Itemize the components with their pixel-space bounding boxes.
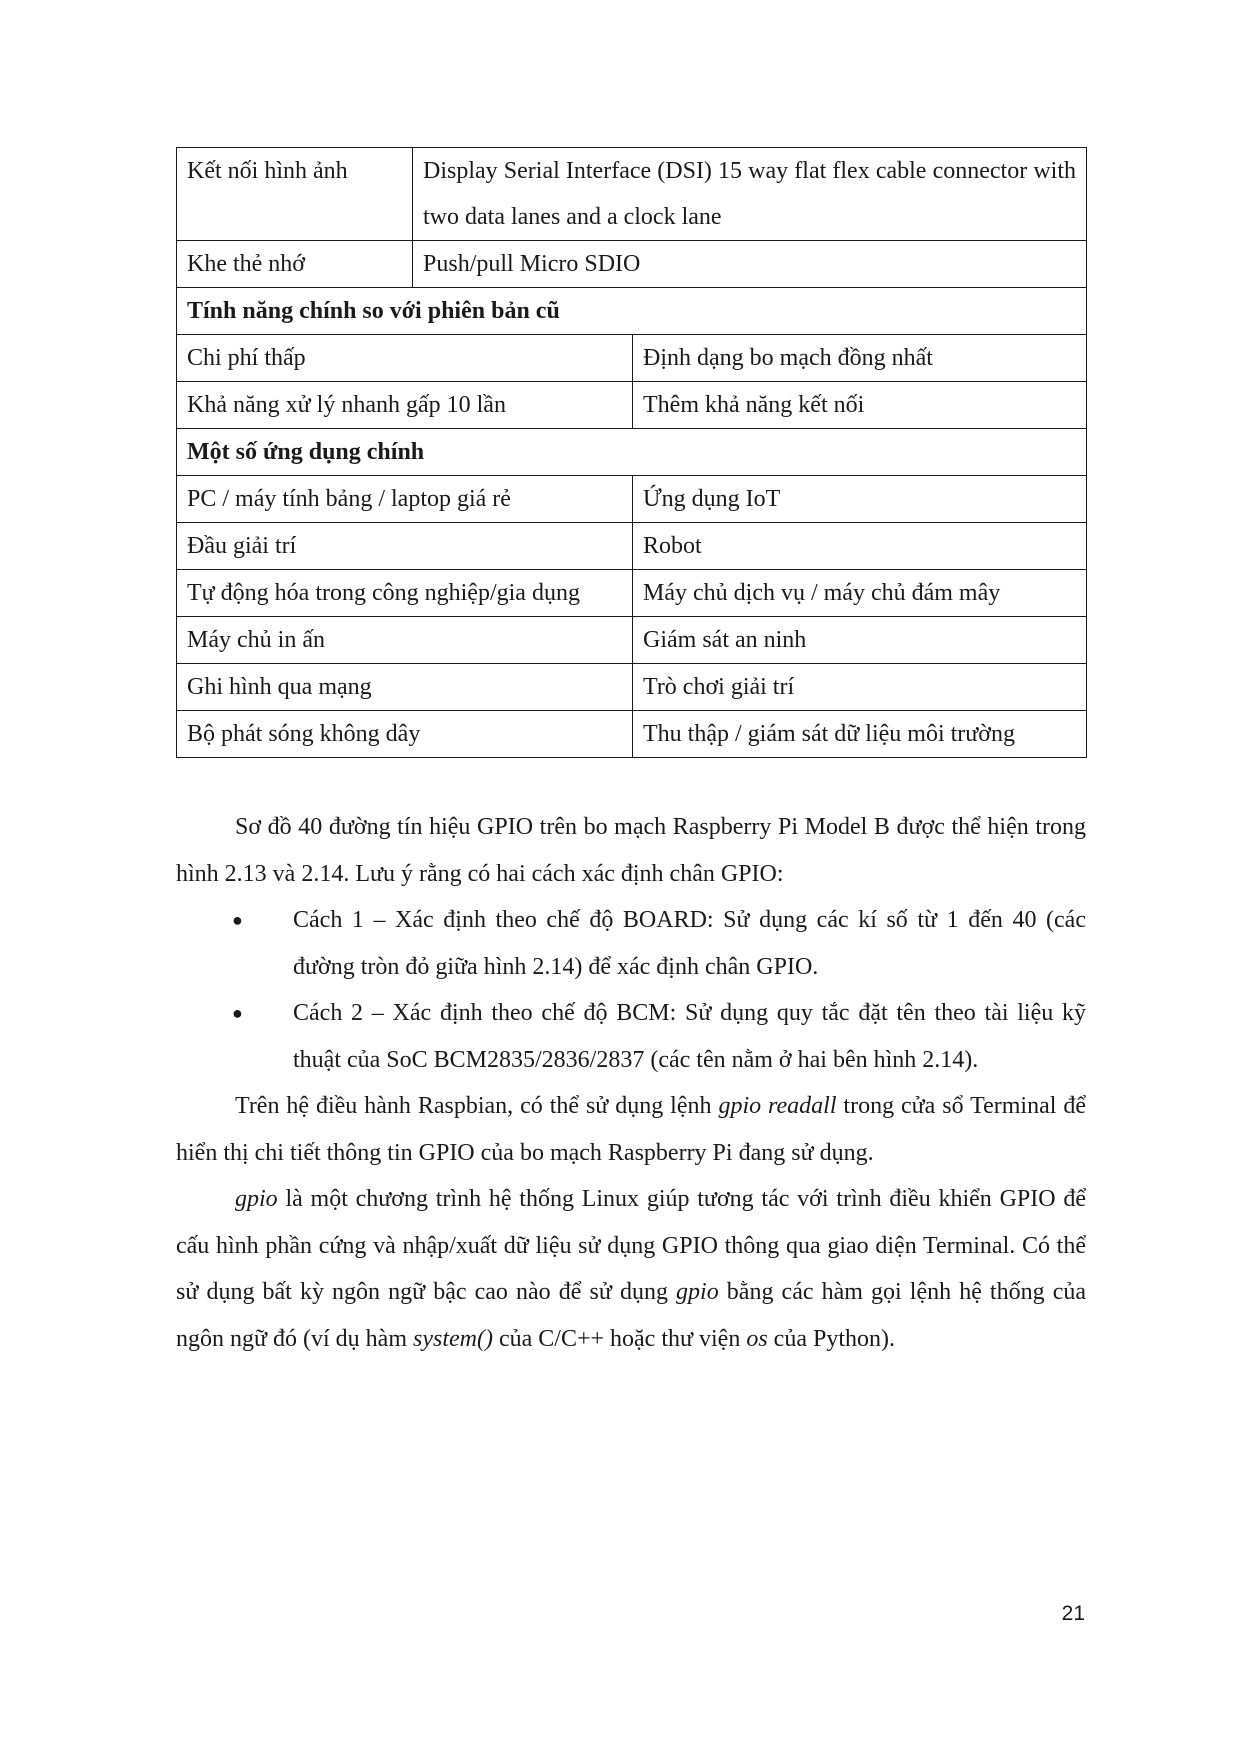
table-row bbox=[177, 382, 1087, 429]
section-title-features: Tính năng chính so với phiên bản cũ bbox=[177, 288, 1087, 335]
spec-label: Kết nối hình ảnh bbox=[177, 148, 413, 241]
list-item bbox=[176, 990, 1086, 1083]
table-row bbox=[177, 664, 1087, 711]
table-row bbox=[177, 148, 1087, 241]
table-cell: Robot bbox=[633, 523, 1087, 570]
bullet-list bbox=[176, 897, 1086, 1083]
list-item-text: Cách 2 – Xác định theo chế độ BCM: Sử dụng quy tắc đặt tên theo tài liệu kỹ thuật của SoC BCM2835/2836/2837 (các tên nằm ở hai bên hình 2.14). bbox=[293, 1000, 1086, 1073]
table-cell: Chi phí thấp bbox=[177, 335, 633, 382]
section-header-row bbox=[177, 429, 1087, 476]
paragraph-gpio-intro: Sơ đồ 40 đường tín hiệu GPIO trên bo mạch Raspberry Pi Model B được thể hiện trong hình 2.13 và 2.14. Lưu ý rằng có hai cách xác định chân GPIO: bbox=[176, 814, 1086, 887]
table-row bbox=[177, 335, 1087, 382]
specification-table bbox=[176, 147, 1087, 758]
text-run: trong cửa sổ Terminal để hiển thị chi tiết thông tin GPIO của bo mạch Raspberry Pi đang sử dụng. bbox=[176, 1093, 1086, 1166]
table-cell: Định dạng bo mạch đồng nhất bbox=[633, 335, 1087, 382]
table-cell: Ứng dụng IoT bbox=[633, 476, 1087, 523]
table-row bbox=[177, 241, 1087, 288]
section-title-applications: Một số ứng dụng chính bbox=[177, 429, 1087, 476]
table-cell: Bộ phát sóng không dây bbox=[177, 711, 633, 758]
text-run: của Python). bbox=[767, 1325, 895, 1352]
table-cell: Máy chủ dịch vụ / máy chủ đám mây bbox=[633, 570, 1087, 617]
list-item bbox=[176, 897, 1086, 990]
function-name: system() bbox=[413, 1325, 493, 1352]
paragraph-readall bbox=[176, 1083, 1086, 1176]
table-cell: Trò chơi giải trí bbox=[633, 664, 1087, 711]
table-row bbox=[177, 617, 1087, 664]
tool-name: gpio bbox=[676, 1279, 719, 1305]
list-item-text: Cách 1 – Xác định theo chế độ BOARD: Sử dụng các kí số từ 1 đến 40 (các đường tròn đỏ giữa hình 2.14) để xác định chân GPIO. bbox=[293, 907, 1086, 980]
text-run: của C/C++ hoặc thư viện bbox=[492, 1325, 747, 1352]
paragraph-gpio-tool bbox=[176, 1176, 1086, 1362]
table-row bbox=[177, 476, 1087, 523]
table-cell: Thêm khả năng kết nối bbox=[633, 382, 1087, 429]
text-run: bằng các hàm gọi lệnh hệ thống của ngôn ngữ đó (ví dụ hàm bbox=[176, 1279, 1086, 1352]
table-cell: Ghi hình qua mạng bbox=[177, 664, 633, 711]
table-cell: Thu thập / giám sát dữ liệu môi trường bbox=[633, 711, 1087, 758]
table-cell: PC / máy tính bảng / laptop giá rẻ bbox=[177, 476, 633, 523]
spec-label: Khe thẻ nhớ bbox=[177, 241, 413, 288]
text-run: là một chương trình hệ thống Linux giúp tương tác với trình điều khiển GPIO để cấu hình phần cứng và nhập/xuất dữ liệu sử dụng GPIO thông qua giao diện Terminal. Có thể sử dụng bất kỳ ngôn ngữ bậc cao nào để sử dụng bbox=[176, 1186, 1086, 1305]
table-cell: Máy chủ in ấn bbox=[177, 617, 633, 664]
table-cell: Giám sát an ninh bbox=[633, 617, 1087, 664]
library-name: os bbox=[746, 1325, 768, 1352]
table-cell: Tự động hóa trong công nghiệp/gia dụng bbox=[177, 570, 633, 617]
bullet-icon: ● bbox=[232, 910, 243, 930]
table-row bbox=[177, 570, 1087, 617]
bullet-icon: ● bbox=[232, 1003, 243, 1023]
tool-name: gpio bbox=[235, 1186, 278, 1212]
table-cell: Khả năng xử lý nhanh gấp 10 lần bbox=[177, 382, 633, 429]
spec-value: Push/pull Micro SDIO bbox=[413, 241, 1087, 288]
table-row bbox=[177, 523, 1087, 570]
spec-value: Display Serial Interface (DSI) 15 way flat flex cable connector with two data lanes and a clock lane bbox=[413, 148, 1087, 241]
command-name: gpio readall bbox=[718, 1093, 837, 1119]
table-row bbox=[177, 711, 1087, 758]
page-number: 21 bbox=[1061, 1602, 1085, 1625]
table-cell: Đầu giải trí bbox=[177, 523, 633, 570]
text-run: Trên hệ điều hành Raspbian, có thể sử dụng lệnh bbox=[235, 1093, 719, 1119]
body-text bbox=[176, 804, 1086, 1362]
section-header-row bbox=[177, 288, 1087, 335]
